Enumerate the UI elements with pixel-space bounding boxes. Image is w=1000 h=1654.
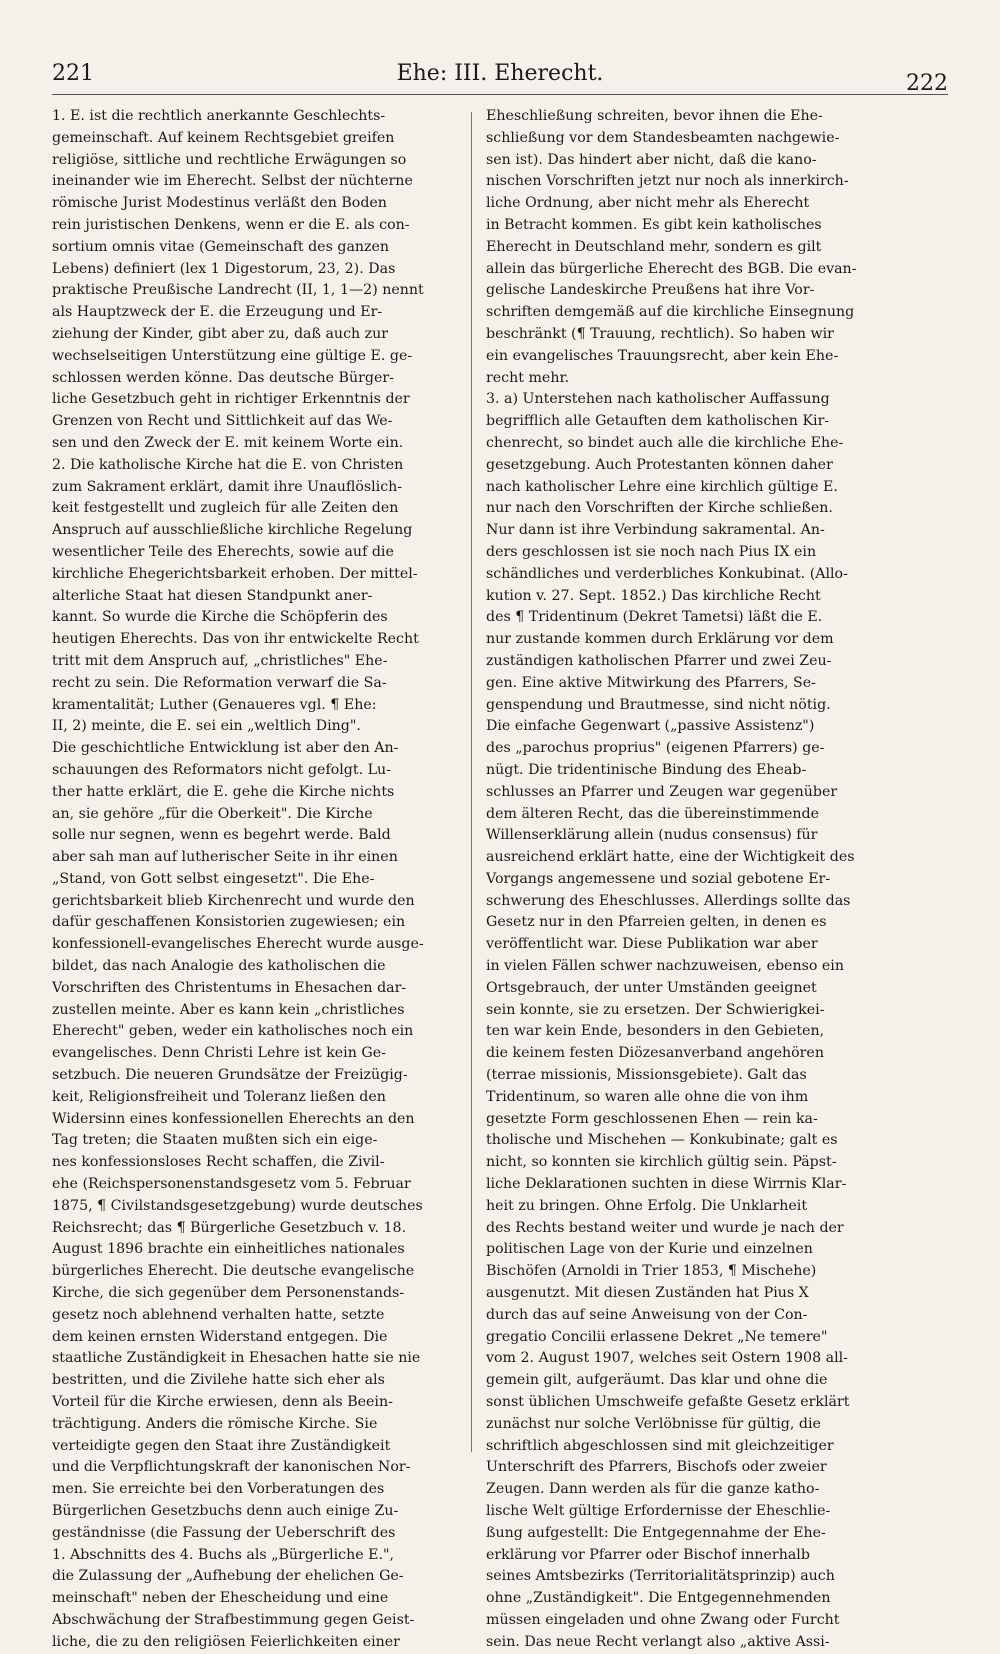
text-line: Bischöfen (Arnoldi in Trier 1853, ¶ Mischehe) [486,1263,817,1280]
text-line: gemein gilt, aufgeräumt. Das klar und ohne die [486,1372,828,1389]
text-line: Vorgangs angemessene und sozial gebotene Er- [486,870,831,887]
text-line: Kirche, die sich gegenüber dem Personenstands- [52,1285,405,1302]
text-line: Grenzen von Recht und Sittlichkeit auf das We- [52,413,393,430]
right-page-number: 222 [906,71,948,96]
text-line: nischen Vorschriften jetzt nur noch als innerkirch- [486,173,849,190]
text-line: heit zu bringen. Ohne Erfolg. Die Unklarheit [486,1197,808,1214]
text-line: ther hatte erklärt, die E. gehe die Kirche nichts [52,783,395,800]
text-line: und die Verpflichtungskraft der kanonischen Nor- [52,1459,411,1476]
text-line: kution v. 27. Sept. 1852.) Das kirchliche Recht [486,587,821,604]
text-line: liche Ordnung, aber nicht mehr als Eherecht [486,195,810,212]
text-line: nur zustande kommen durch Erklärung vor dem [486,631,834,648]
text-line: Eherecht in Deutschland mehr, sondern es gilt [486,238,822,255]
text-line: schriftlich abgeschlossen sind mit gleichzeitiger [486,1437,834,1454]
text-line: trächtigung. Anders die römische Kirche. Sie [52,1415,378,1432]
text-line: ders geschlossen ist sie noch nach Pius IX ein [486,543,817,560]
text-line: 1. Abschnitts des 4. Buchs als „Bürgerliche E.", [52,1546,395,1563]
text-line: 2. Die katholische Kirche hat die E. von Christen [52,456,404,473]
text-line: aber sah man auf lutherischer Seite in ihr einen [52,849,398,866]
text-line: veröffentlicht war. Diese Publikation war aber [486,936,818,953]
text-line: ßung aufgestellt: Die Entgegennahme der Ehe- [486,1524,826,1541]
text-line: ausreichend erklärt hatte, eine der Wichtigkeit des [486,849,855,866]
text-line: tholische und Mischehen — Konkubinate; galt es [486,1132,838,1149]
text-line: praktische Preußische Landrecht (II, 1, 1—2) nennt [52,282,424,299]
text-line: gesetz noch ablehnend verhalten hatte, setzte [52,1306,385,1323]
text-line: an, sie gehöre „für die Oberkeit". Die Kirche [52,805,373,822]
text-line: Vorschriften des Christentums in Ehesachen dar- [52,979,407,996]
text-line: Ortsgebrauch, der unter Umständen geeignet [486,979,817,996]
text-line: zuständigen katholischen Pfarrer und zwei Zeu- [486,652,832,669]
text-line: nicht, so konnten sie kirchlich gültig sein. Päpst- [486,1154,837,1171]
text-line: dafür geschaffenen Konsistorien zugewiesen; ein [52,914,406,931]
text-line: solle nur segnen, wenn es begehrt werde. Bald [52,827,391,844]
left-page-number: 221 [52,61,94,86]
text-line: rein juristischen Denkens, wenn er die E. als con- [52,216,410,233]
text-line: des Rechts bestand weiter und wurde je nach der [486,1219,844,1236]
right-column [486,106,894,1654]
text-line: sein. Das neue Recht verlangt also „aktive Assi- [486,1633,830,1650]
text-line: kannt. So wurde die Kirche die Schöpferin des [52,609,388,626]
text-line: Nur dann ist ihre Verbindung sakramental. An- [486,522,825,539]
text-line: gregatio Concilii erlassene Dekret „Ne temere" [486,1328,828,1345]
text-line: des „parochus proprius" (eigenen Pfarrers) ge- [486,740,825,757]
text-line: nes konfessionsloses Recht schaffen, die Zivil- [52,1154,385,1171]
text-line: nur nach den Vorschriften der Kirche schließen. [486,500,833,517]
text-line: schriften demgemäß auf die kirchliche Einsegnung [486,304,855,321]
text-line: Eherecht" geben, weder ein katholisches noch ein [52,1023,414,1040]
text-line: August 1896 brachte ein einheitliches nationales [52,1241,405,1258]
text-line: dem keinen ernsten Widerstand entgegen. Die [52,1328,388,1345]
text-line: wesentlicher Teile des Eherechts, sowie auf die [52,543,394,560]
text-line: ehe (Reichspersonenstandsgesetz vom 5. Februar [52,1176,411,1193]
text-line: Gesetz nur in den Pfarreien gelten, in denen es [486,914,827,931]
text-line: keit festgestellt und zugleich für alle Zeiten den [52,500,399,517]
column-divider [471,112,472,1452]
text-line: genspendung und Brautmesse, sind nicht nötig. [486,696,831,713]
text-line: „Stand, von Gott selbst eingesetzt". Die Ehe- [52,870,375,887]
text-line: liche, die zu den religiösen Feierlichkeiten einer [52,1633,400,1650]
text-line: römische Jurist Modestinus verläßt den Boden [52,195,387,212]
text-line: gesetzte Form geschlossenen Ehen — rein ka- [486,1110,818,1127]
text-line: Zeugen. Dann werden als für die ganze katho- [486,1481,820,1498]
text-line: Reichsrecht; das ¶ Bürgerliche Gesetzbuch v. 18. [52,1219,407,1236]
text-line: recht zu sein. Die Reformation verwarf die Sa- [52,674,387,691]
text-line: setzbuch. Die neueren Grundsätze der Freizügig- [52,1067,408,1084]
text-line: Anspruch auf ausschließliche kirchliche Regelung [52,522,413,539]
text-line: ineinander wie im Eherecht. Selbst der nüchterne [52,173,413,190]
text-line: Tridentinum, so waren alle ohne die von ihm [486,1088,809,1105]
text-line: allein das bürgerliche Eherecht des BGB. Die evan- [486,260,857,277]
text-line: alterliche Staat hat diesen Standpunkt aner- [52,587,373,604]
text-line: ziehung der Kinder, gibt aber zu, daß auch zur [52,325,389,342]
text-line: begrifflich alle Getauften dem katholischen Kir- [486,413,830,430]
header-rule [52,94,948,95]
text-line: sein konnte, sie zu ersetzen. Der Schwierigkei- [486,1001,825,1018]
text-line: durch das auf seine Anweisung von der Con- [486,1306,808,1323]
text-line: zustellen meinte. Aber es kann kein „christliches [52,1001,405,1018]
text-line: ohne „Zuständigkeit". Die Entgegennehmenden [486,1590,831,1607]
text-line: vom 2. August 1907, welches seit Ostern 1908 all- [486,1350,848,1367]
text-line: schlossen werden könne. Das deutsche Bürger- [52,369,394,386]
text-line: tritt mit dem Anspruch auf, „christliches" Ehe- [52,652,388,669]
text-line: gelische Landeskirche Preußens hat ihre Vor- [486,282,815,299]
text-line: 1875, ¶ Civilstandsgesetzgebung) wurde deutsches [52,1197,423,1214]
text-line: gemeinschaft. Auf keinem Rechtsgebiet greifen [52,129,395,146]
text-line: beschränkt (¶ Trauung, rechtlich). So haben wir [486,325,834,342]
text-line: men. Sie erreichte bei den Vorberatungen des [52,1481,385,1498]
text-line: gerichtsbarkeit blieb Kirchenrecht und wurde den [52,892,415,909]
text-line: keit, Religionsfreiheit und Toleranz ließen den [52,1088,386,1105]
text-line: konfessionell-evangelisches Eherecht wurde ausge- [52,936,424,953]
text-line: müssen eingeladen und ohne Zwang oder Furcht [486,1611,840,1628]
text-line: II, 2) meinte, die E. sei ein „weltlich Ding". [52,718,361,735]
text-line: meinschaft" neben der Ehescheidung und eine [52,1590,389,1607]
text-line: in vielen Fällen schwer nachzuweisen, ebenso ein [486,958,844,975]
text-line: Willenserklärung allein (nudus consensus) für [486,827,818,844]
text-line: schauungen des Reformators nicht gefolgt. Lu- [52,761,391,778]
text-line: die Zulassung der „Aufhebung der ehelichen Ge- [52,1568,404,1585]
text-line: Tag treten; die Staaten mußten sich ein eige- [52,1132,378,1149]
text-line: staatliche Zuständigkeit in Ehesachen hatte sie nie [52,1350,421,1367]
text-line: liche Gesetzbuch geht in richtiger Erkenntnis der [52,391,410,408]
text-line: ein evangelisches Trauungsrecht, aber kein Ehe- [486,347,839,364]
text-line: wechselseitigen Unterstützung eine gültige E. ge- [52,347,413,364]
running-title: Ehe: III. Eherecht. [396,61,604,86]
text-line: ten war kein Ende, besonders in den Gebieten, [486,1023,825,1040]
text-line: die keinem festen Diözesanverband angehören [486,1045,824,1062]
text-line: schwerung des Eheschlusses. Allerdings sollte das [486,892,851,909]
text-line: (terrae missionis, Missionsgebiete). Galt das [486,1067,807,1084]
text-line: bestritten, und die Zivilehe hatte sich eher als [52,1372,385,1389]
text-line: kirchliche Ehegerichtsbarkeit erhoben. Der mittel- [52,565,418,582]
text-line: Vorteil für die Kirche erwiesen, denn als Beein- [52,1394,393,1411]
text-line: Widersinn eines konfessionellen Eherechts an den [52,1110,415,1127]
text-line: verteidigte gegen den Staat ihre Zuständigkeit [52,1437,391,1454]
text-line: schändliches und verderbliches Konkubinat. (Allo- [486,565,848,582]
text-line: gesetzgebung. Auch Protestanten können daher [486,456,833,473]
text-line: Abschwächung der Strafbestimmung gegen Geist- [52,1611,415,1628]
text-line: geständnisse (die Fassung der Ueberschrift des [52,1524,396,1541]
text-line: zum Sakrament erklärt, damit ihre Unauflöslich- [52,478,403,495]
text-line: schlusses an Pfarrer und Zeugen war gegenüber [486,783,838,800]
text-line: Bürgerlichen Gesetzbuchs denn auch einige Zu- [52,1503,399,1519]
text-line: sortium omnis vitae (Gemeinschaft des ganzen [52,238,390,255]
text-line: sonst üblichen Umschweife gefaßte Gesetz erklärt [486,1394,850,1411]
text-line: Eheschließung schreiten, bevor ihnen die Ehe- [486,108,823,124]
text-line: dem älteren Recht, das die übereinstimmende [486,805,820,822]
text-line: seines Amtsbezirks (Territorialitätsprinzip) auch [486,1568,835,1585]
text-line: lische Welt gültige Erfordernisse der Eheschlie- [486,1503,831,1519]
text-line: Die geschichtliche Entwicklung ist aber den An- [52,740,399,757]
text-line: gen. Eine aktive Mitwirkung des Pfarrers, Se- [486,674,816,691]
text-line: Lebens) definiert (lex 1 Digestorum, 23, 2). Das [52,260,396,277]
text-line: als Hauptzweck der E. die Erzeugung und Er- [52,304,383,321]
text-line: 3. a) Unterstehen nach katholischer Auffassung [486,391,830,408]
text-line: politischen Lage von der Kurie und einzelnen [486,1241,813,1258]
text-line: nügt. Die tridentinische Bindung des Eheab- [486,761,807,778]
text-line: chenrecht, so bindet auch alle die kirchliche Ehe- [486,434,844,451]
text-line: sen ist). Das hindert aber nicht, daß die kano- [486,151,817,168]
text-line: kramentalität; Luther (Genaueres vgl. ¶ Ehe: [52,696,377,713]
text-line: Unterschrift des Pfarrers, Bischofs oder zweier [486,1459,827,1476]
text-line: heutigen Eherechts. Das von ihr entwickelte Recht [52,631,419,648]
text-line: erklärung vor Pfarrer oder Bischof innerhalb [486,1546,810,1563]
text-line: bürgerliches Eherecht. Die deutsche evangelische [52,1263,415,1280]
text-line: sen und den Zweck der E. mit keinem Worte ein. [52,434,404,451]
text-line: nach katholischer Lehre eine kirchlich gültige E. [486,478,838,495]
text-line: evangelisches. Denn Christi Lehre ist kein Ge- [52,1045,386,1062]
text-line: Die einfache Gegenwart („passive Assistenz") [486,718,815,735]
text-line: religiöse, sittliche und rechtliche Erwägungen so [52,151,407,168]
text-line: bildet, das nach Analogie des katholischen die [52,958,386,975]
text-line: liche Deklarationen suchten in diese Wirrnis Klar- [486,1176,847,1193]
text-line: schließung vor dem Standesbeamten nachgewie- [486,129,840,146]
text-line: in Betracht kommen. Es gibt kein katholisches [486,216,822,233]
text-line: recht mehr. [486,369,570,386]
text-line: ausgenutzt. Mit diesen Zuständen hat Pius X [486,1285,809,1302]
text-line: des ¶ Tridentinum (Dekret Tametsi) läßt die E. [486,609,823,626]
text-line: zunächst nur solche Verlöbnisse für gültig, die [486,1415,821,1432]
left-column [52,106,460,1654]
text-line: 1. E. ist die rechtlich anerkannte Geschlechts- [52,108,386,124]
